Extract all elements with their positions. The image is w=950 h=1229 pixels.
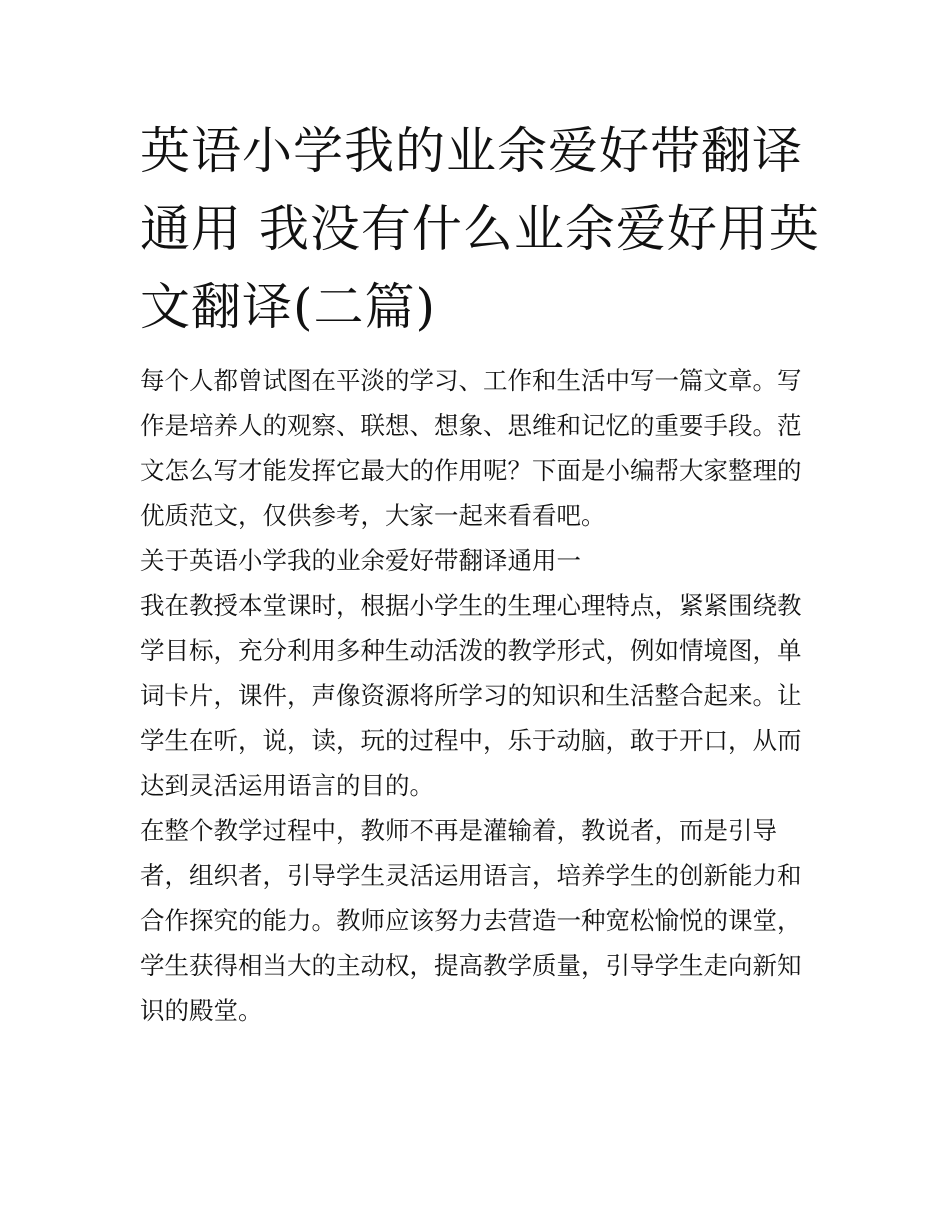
paragraph-line: 我在教授本堂课时，根据小学生的生理心理特点，紧紧围绕教 — [140, 591, 802, 620]
paragraph-line: 词卡片，课件，声像资源将所学习的知识和生活整合起来。让 — [140, 681, 802, 710]
title-line: 通用 我没有什么业余爱好用英 — [140, 200, 820, 258]
body-paragraph — [140, 583, 812, 808]
paragraph-line: 合作探究的能力。教师应该努力去营造一种宽松愉悦的课堂， — [140, 906, 802, 935]
paragraph-line: 达到灵活运用语言的目的。 — [140, 771, 434, 800]
paragraph-line: 优质范文，仅供参考，大家一起来看看吧。 — [140, 501, 606, 530]
paragraph-line: 识的殿堂。 — [140, 996, 263, 1025]
title-line: 英语小学我的业余爱好带翻译 — [140, 122, 803, 180]
paragraph-line: 作是培养人的观察、联想、想象、思维和记忆的重要手段。范 — [140, 411, 802, 440]
document-title — [140, 112, 820, 346]
paragraph-line: 在整个教学过程中，教师不再是灌输着，教说者，而是引导 — [140, 816, 777, 845]
paragraph-line: 文怎么写才能发挥它最大的作用呢？下面是小编帮大家整理的 — [140, 456, 802, 485]
section-heading-text: 关于英语小学我的业余爱好带翻译通用一 — [140, 546, 581, 575]
paragraph-line: 学生在听，说，读，玩的过程中，乐于动脑，敢于开口，从而 — [140, 726, 802, 755]
paragraph-line: 者，组织者，引导学生灵活运用语言，培养学生的创新能力和 — [140, 861, 802, 890]
paragraph-line: 学目标，充分利用多种生动活泼的教学形式，例如情境图，单 — [140, 636, 802, 665]
section-heading — [140, 538, 812, 583]
title-line: 文翻译(二篇) — [140, 278, 437, 336]
body-paragraph — [140, 808, 812, 1033]
paragraph-line: 学生获得相当大的主动权，提高教学质量，引导学生走向新知 — [140, 951, 802, 980]
document-page — [140, 112, 820, 1033]
intro-paragraph — [140, 358, 812, 538]
paragraph-line: 每个人都曾试图在平淡的学习、工作和生活中写一篇文章。写 — [140, 366, 802, 395]
